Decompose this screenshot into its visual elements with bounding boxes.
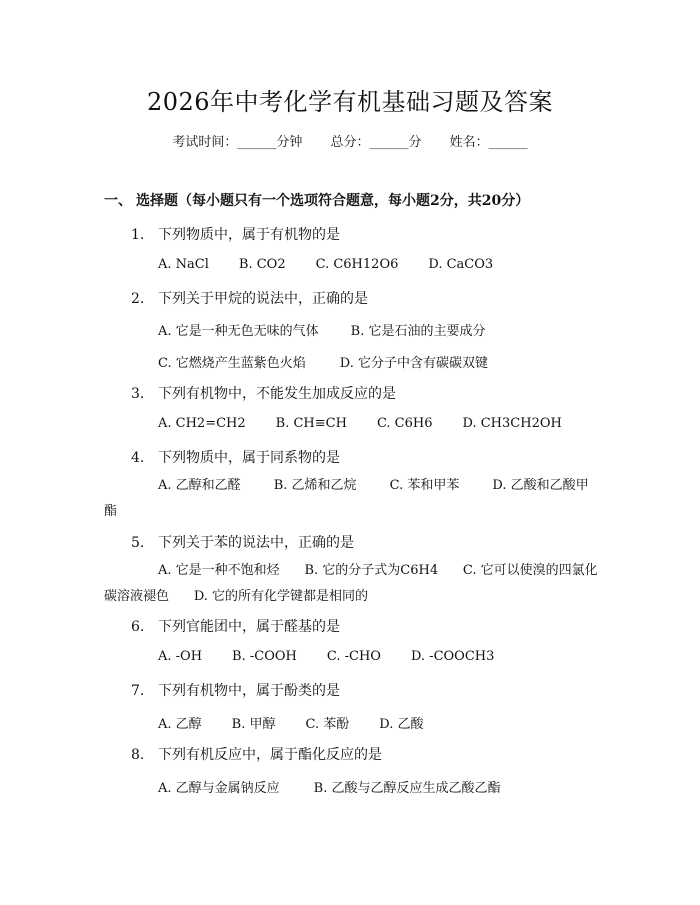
question-number: 7. xyxy=(131,683,145,699)
question-8 xyxy=(131,744,382,764)
option-b: B. 它是石油的主要成分 xyxy=(350,324,486,339)
option-d: D. 它分子中含有碳碳双键 xyxy=(339,356,488,371)
question-number: 5. xyxy=(131,535,145,551)
exam-meta xyxy=(0,131,700,150)
section-number: 一、 xyxy=(104,193,132,209)
exam-student-name: 姓名：______ xyxy=(449,135,528,150)
option-b: B. CO2 xyxy=(238,257,286,272)
question-2-options-row-2 xyxy=(158,352,488,371)
exam-time: 考试时间：______分钟 xyxy=(172,135,303,150)
option-d: D. 乙酸 xyxy=(379,717,424,732)
page-title: 2026年中考化学有机基础习题及答案 xyxy=(146,88,554,116)
question-3 xyxy=(131,383,396,403)
question-number: 3. xyxy=(131,386,145,402)
option-b: B. 乙酸与乙醇反应生成乙酸乙酯 xyxy=(313,781,501,796)
question-6 xyxy=(131,616,340,636)
question-6-options xyxy=(158,649,494,664)
question-text: 下列关于甲烷的说法中，正确的是 xyxy=(158,291,368,307)
option-c: C. C6H6 xyxy=(376,416,433,431)
exam-total-score: 总分：______分 xyxy=(330,135,422,150)
option-b: B. -COOH xyxy=(232,649,297,664)
option-c: C. 苯和甲苯 xyxy=(389,478,460,493)
question-text: 下列关于苯的说法中，正确的是 xyxy=(158,535,354,551)
question-text: 下列物质中，属于有机物的是 xyxy=(158,227,340,243)
question-2 xyxy=(131,288,368,308)
question-text: 下列有机物中，属于酚类的是 xyxy=(158,683,340,699)
question-number: 1. xyxy=(131,227,145,243)
question-number: 4. xyxy=(131,450,145,466)
question-text: 下列有机物中，不能发生加成反应的是 xyxy=(158,386,396,402)
question-text: 下列有机反应中，属于酯化反应的是 xyxy=(158,747,382,763)
option-b: B. 甲醇 xyxy=(231,717,276,732)
question-4-options xyxy=(104,473,598,525)
section-label: 选择题（每小题只有一个选项符合题意，每小题2分，共20分） xyxy=(136,193,530,209)
option-d: D. 它的所有化学键都是相同的 xyxy=(193,589,369,604)
question-5 xyxy=(131,532,354,552)
option-a: A. NaCl xyxy=(158,257,209,272)
option-a: A. 它是一种不饱和烃 xyxy=(158,563,280,578)
question-3-options xyxy=(158,416,562,431)
option-a: A. CH2=CH2 xyxy=(158,416,246,431)
option-b: B. 它的分子式为C6H4 xyxy=(304,563,439,578)
question-number: 8. xyxy=(131,747,145,763)
question-7 xyxy=(131,680,340,700)
option-a: A. 乙醇和乙醛 xyxy=(158,478,241,493)
question-4 xyxy=(131,447,340,467)
option-a: A. 它是一种无色无味的气体 xyxy=(158,324,319,339)
option-a: A. 乙醇 xyxy=(158,717,202,732)
option-d: D. -COOCH3 xyxy=(410,649,495,664)
option-c: C. C6H12O6 xyxy=(315,257,399,272)
question-number: 2. xyxy=(131,291,145,307)
option-b: B. 乙烯和乙烷 xyxy=(273,478,357,493)
option-a: A. 乙醇与金属钠反应 xyxy=(158,781,280,796)
option-c: C. -CHO xyxy=(326,649,381,664)
question-text: 下列物质中，属于同系物的是 xyxy=(158,450,340,466)
question-8-options xyxy=(158,777,500,796)
option-a: A. -OH xyxy=(158,649,203,664)
question-2-options-row-1 xyxy=(158,320,485,339)
option-c: C. 苯酚 xyxy=(305,717,350,732)
option-c: C. 它燃烧产生蓝紫色火焰 xyxy=(158,356,306,371)
question-5-options xyxy=(104,558,598,610)
question-1-options xyxy=(158,257,493,272)
question-1 xyxy=(131,224,340,244)
section-heading xyxy=(104,190,529,210)
option-b: B. CH≡CH xyxy=(275,416,347,431)
option-d: D. 乙酸和乙酸甲酯 xyxy=(104,478,589,519)
option-d: D. CH3CH2OH xyxy=(462,416,562,431)
question-text: 下列官能团中，属于醛基的是 xyxy=(158,619,340,635)
option-c: C. 它可以使溴的四氯化碳溶液褪色 xyxy=(104,563,598,604)
question-number: 6. xyxy=(131,619,145,635)
option-d: D. CaCO3 xyxy=(428,257,494,272)
question-7-options xyxy=(158,713,423,732)
